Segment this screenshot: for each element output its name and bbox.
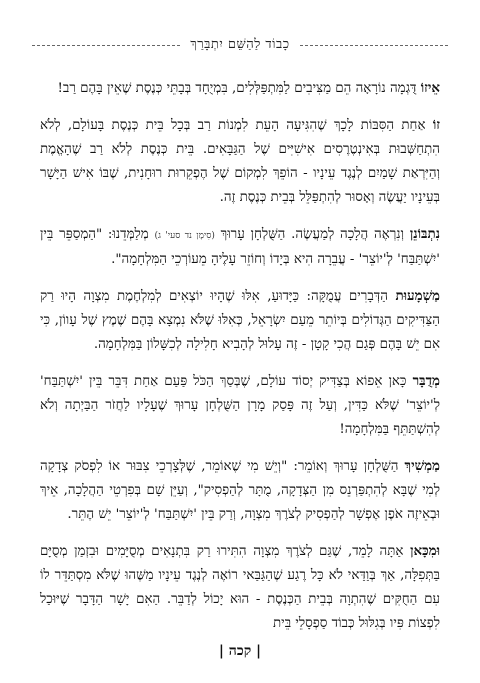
paragraph xyxy=(40,454,440,527)
paragraph xyxy=(40,222,440,272)
paragraph-text: אַחַת הַסִּבּוֹת לָכָךְ שֶׁהִגִּיעָה הָעֵת לִמְנוֹת רַב בְּכָל בֵּית כְּנֶסֶת בָּעוֹלָם, לְלֹא הִתְחַשְּׁבוּת בְּאִינְטֶרֶסִים אִישִׁיִּים שֶׁל הַגַּבָּאִים. בֵּית כְּנֶסֶת לְלֹא רַב שֶׁהָאֱמֶת וְהַיִּרְאַת שָׁמַיִם לְנֶגֶד עֵינָיו - הוֹפֵךְ לִמְקוֹם שֶׁל הֶפְקֵרוּת רוּחָנִית, שֶׁבּוֹ אִישׁ הַיָּשָׁר בְּעֵינָיו יַעֲשֶׂה וְאָסוּר לְהִתְפַּלֵּל בְּבֵית כְּנֶסֶת זֶה. xyxy=(40,118,440,205)
paragraph-text: וְנִרְאֶה הֲלָכָה לְמַעֲשֶׂה. הַשֻּׁלְחָן עָרוּךְ xyxy=(214,227,410,242)
paragraph-text: הַדְּבָרִים עֲמֻקָּה: כַּיָּדוּעַ, אִלּוּ שֶׁהָיוּ יוֹצְאִים לְמִלְחֶמֶת מִצְוָה הָיוּ רַק הַצַּדִּיקִים הַגְּדוֹלִים בְּיוֹתֵר מֵעַם יִשְׂרָאֵל, כְּאִלּוּ שֶׁלֹּא נִמְצָא בָּהֶם שֶׁמֶץ שֶׁל עָווֹן, כִּי אִם יֵשׁ בָּהֶם פְּגַם הֲכִי קָטָן - זֶה עָלוּל לְהָבִיא חָלִילָה לְכִשָּׁלוֹן בַּמִּלְחָמָה. xyxy=(40,289,440,352)
paragraph xyxy=(40,539,440,636)
paragraph-lead-word: נִתְבּוֹנֵן xyxy=(409,226,440,242)
paragraph-lead-word: מְדֻבָּר xyxy=(412,373,440,389)
paragraph xyxy=(40,369,440,442)
paragraph-lead-word: מַשְׁמָעוּת xyxy=(395,288,440,304)
paragraph-lead-word: מַמְשִׁיךְ xyxy=(404,458,440,474)
header-dashed-rule-left xyxy=(32,45,180,46)
paragraph-lead-word: וּמִכָּאן xyxy=(410,543,440,559)
header-dashed-rule-right xyxy=(300,45,448,46)
paragraph-text: כָּאן אֵפוֹא בְּצַדִּיק יְסוֹד עוֹלָם, שֶׁבְּסַךְ הַכֹּל פַּעַם אַחַת דִּבֵּר בֵּין 'יִשְׁתַּבַּח' לְ'יוֹצֵר' שֶׁלֹּא כַּדִּין, וְעַל זֶה פָּסַק מָרָן הַשֻּׁלְחָן עָרוּךְ שֶׁעָלָיו לַחֲזֹר הַבַּיְתָה וְלֹא לְהִשְׁתַּתֵּף בַּמִּלְחָמָה! xyxy=(40,374,440,437)
page-body xyxy=(40,76,440,648)
page-number: | קכה | xyxy=(218,643,262,659)
header-title: כָבוֹד לַהַשֵּׁם יִתְבָּרַךְ xyxy=(190,37,290,52)
source-citation: (סִימָן נד סעי' ג) xyxy=(154,231,215,241)
running-header xyxy=(32,34,448,54)
paragraph-text: הַשֻּׁלְחָן עָרוּךְ וְאוֹמֵר: "וְיֵשׁ מִי שֶׁאוֹמֵר, שֶׁלְּצָרְכֵי צִבּוּר אוֹ לִפְסֹק צְדָקָה לְמִי שֶׁבָּא לְהִתְפַּרְנֵס מִן הַצְּדָקָה, מֻתָּר לְהַפְסִיק", וְעַיֵּן שָׁם בְּפִרְטֵי הַהֲלָכָה, אֵיךְ וּבְאֵיזֶה אֹפֶן אֶפְשָׁר לְהַפְסִיק לְצֹרֶךְ מִצְוָה, וְרַק בֵּין 'יִשְׁתַּבַּח' לְ'יוֹצֵר' יֵשׁ הֶתֵּר. xyxy=(40,459,440,522)
paragraph-text-continued: מְלַמְּדֵנוּ: "הַמְסַפֵּר בֵּין 'יִשְׁתַּבַּח' לְ'יוֹצֵר' - עֲבֵרָה הִיא בְּיָדוֹ וְחוֹזֵר עָלֶיהָ מֵעוֹרְכֵי הַמִּלְחָמָה". xyxy=(40,227,440,267)
paragraph-text: אַתָּה לָמֵד, שֶׁגַּם לְצֹרֶךְ מִצְוָה הִתִּירוּ רַק בִּתְנָאִים מְסֻיָּמִים וּבִזְמַן מְסֻיָּם בַּתְּפִלָּה, אַךְ בְּוַדַּאי לֹא כָּל רֶגַע שֶׁהַגַּבַּאי רוֹאֶה לְנֶגֶד עֵינָיו מַשֶּׁהוּ שֶׁלֹּא מִסְתַּדֵּר לוֹ עִם הַחֻקִּים שֶׁהִתְוָה בְּבֵית הַכְּנֶסֶת - הוּא יָכוֹל לְדַבֵּר. הַאִם יָשָׁר הַדָּבָר שֶׁיּוּכַל לִפְצוֹת פִּיו בְּגִלּוּל כְּבוֹד סַפְסָלֵי בֵּית xyxy=(40,544,440,631)
paragraph xyxy=(40,113,440,210)
paragraph xyxy=(40,76,440,101)
paragraph-lead-word: אֵיזוֹ xyxy=(420,80,440,96)
paragraph-text: דֻּגְמָה נוֹרָאָה הֵם מַצִּיבִים לַמִּתְפַּלְּלִים, בִּמְיֻחָד בְּבָתֵּי כְּנֶסֶת שֶׁאֵין בָּהֶם רַב! xyxy=(57,81,421,96)
paragraph-lead-word: זוֹ xyxy=(432,117,440,133)
paragraph xyxy=(40,284,440,357)
